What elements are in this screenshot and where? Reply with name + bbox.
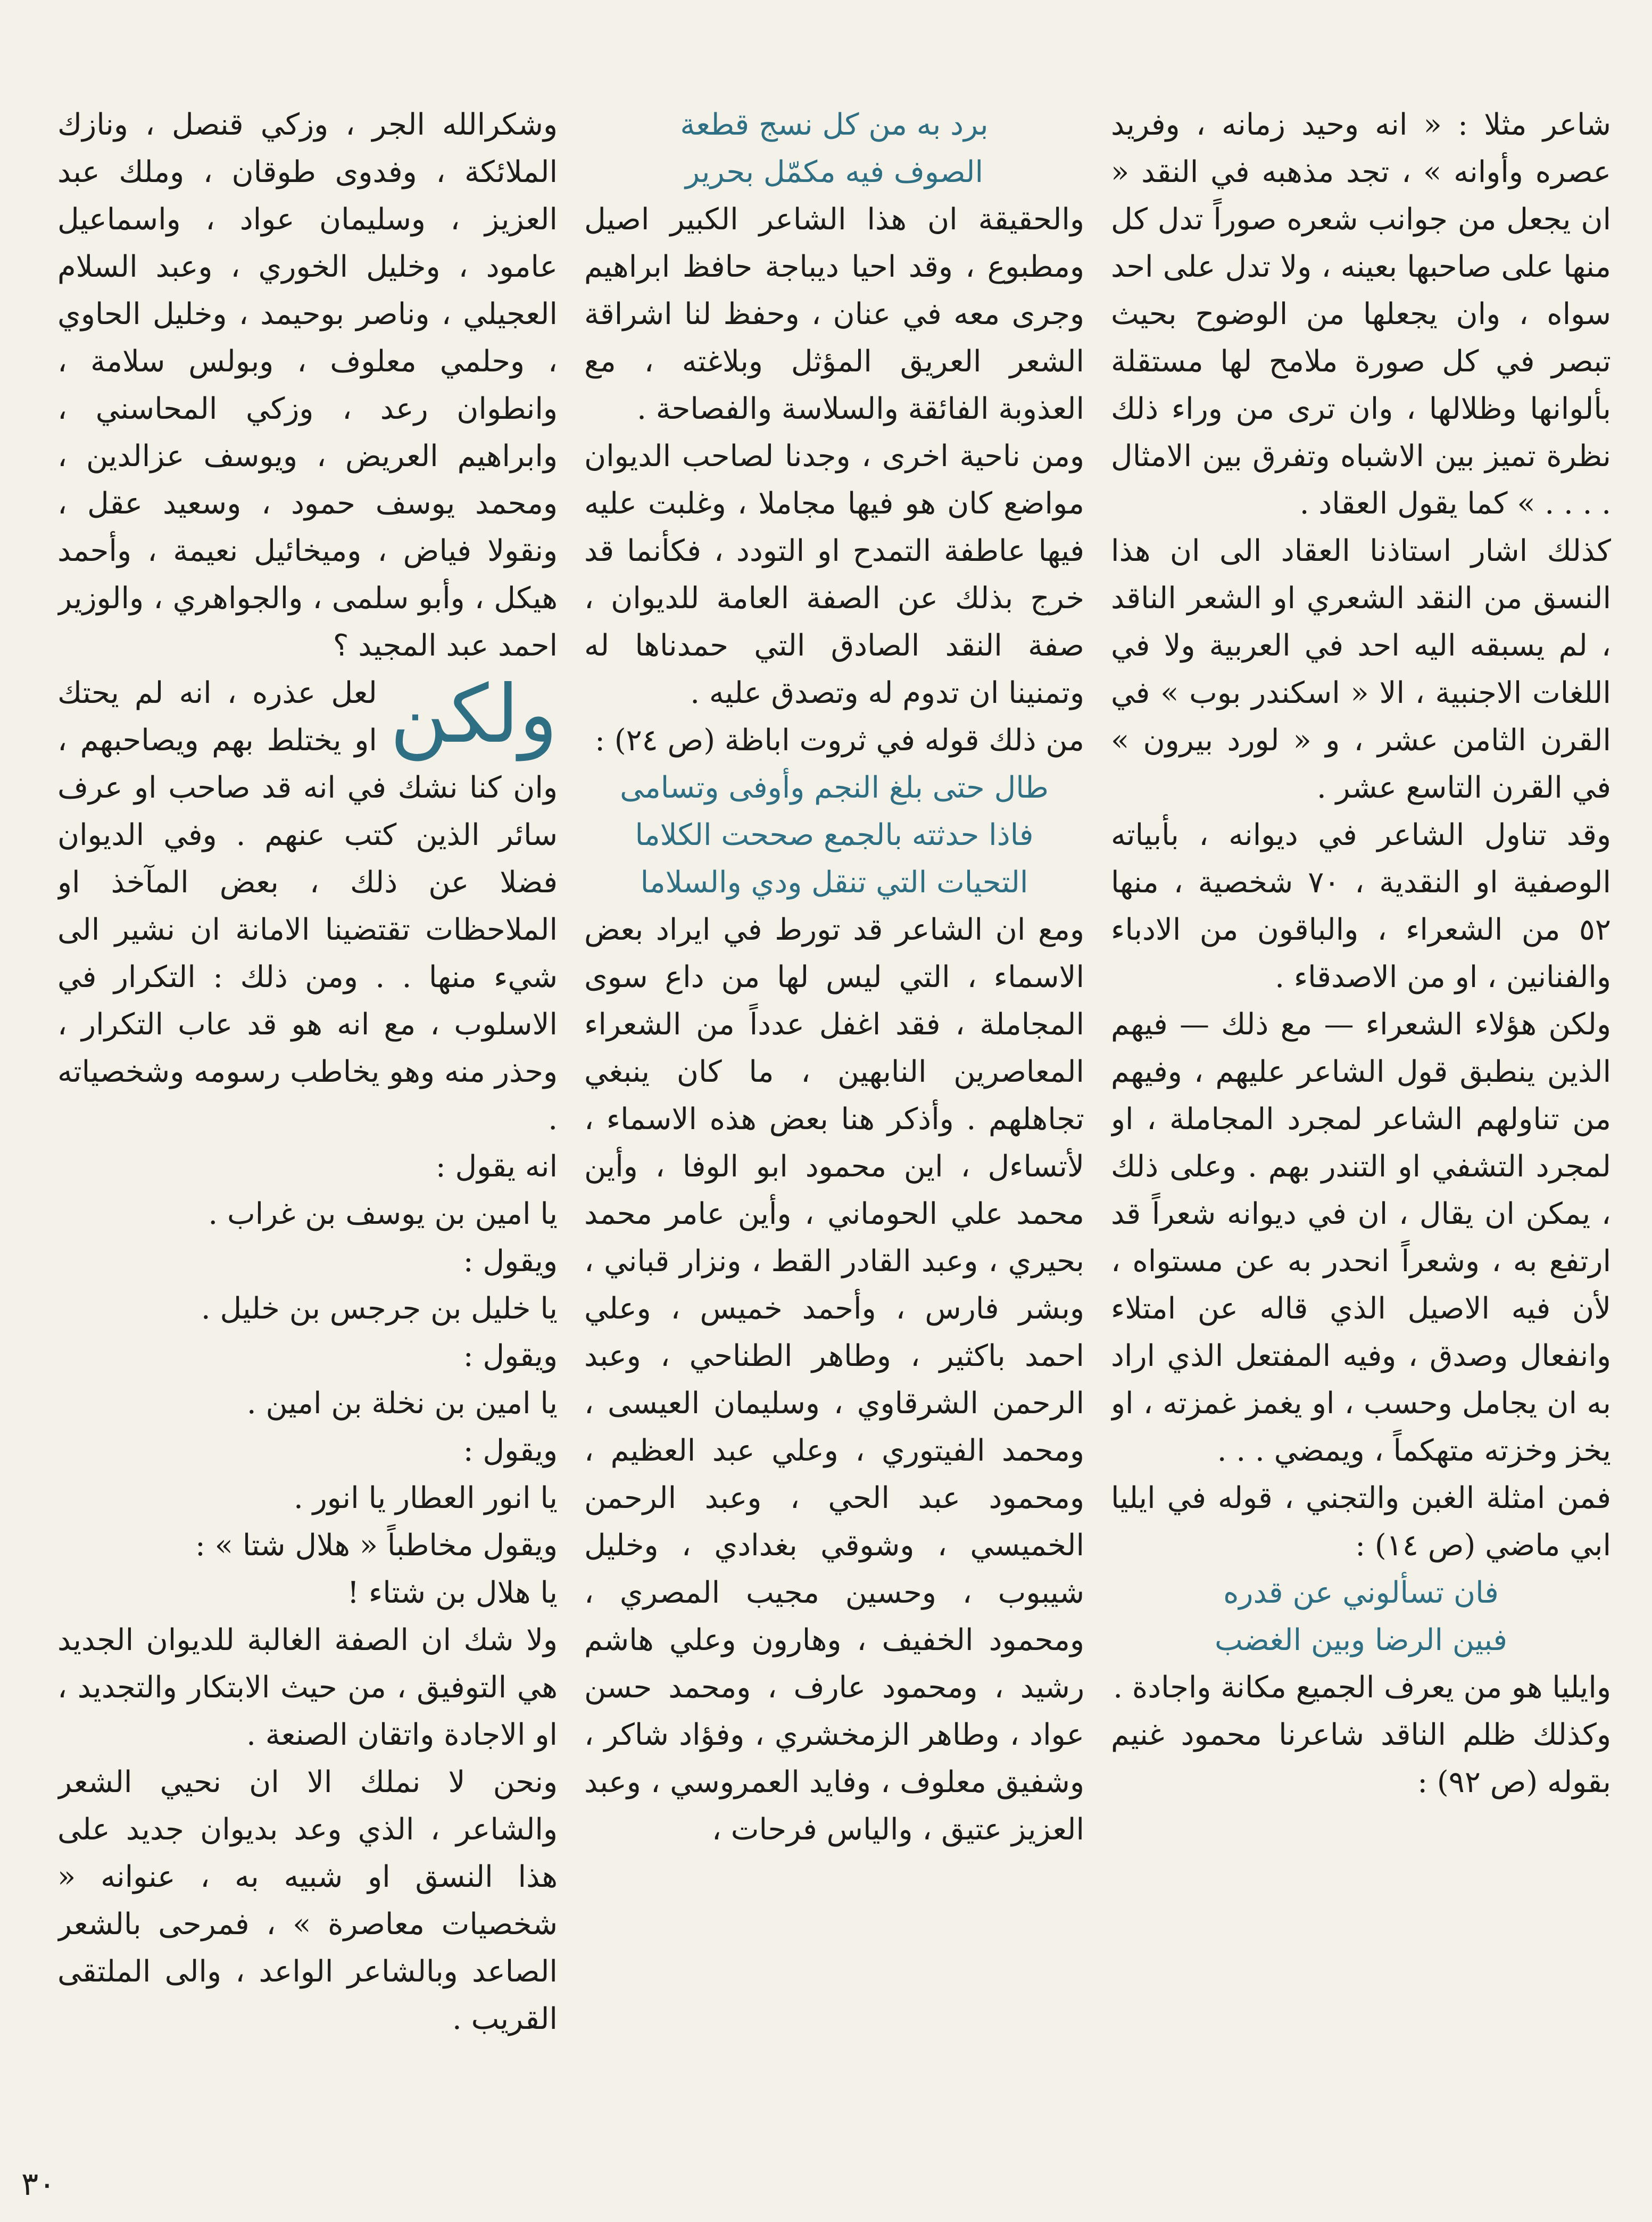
quoted-line: يا خليل بن جرجس بن خليل . xyxy=(201,1291,558,1326)
verse-line: فبين الرضا وبين الغضب xyxy=(1214,1623,1508,1657)
paragraph: ويقول : xyxy=(463,1244,558,1279)
text-column-right xyxy=(1111,101,1611,2155)
paragraph: ولا شك ان الصفة الغالبة للديوان الجديد هي التوفيق ، من حيث الابتكار والتجديد ، او الاجادة واتقان الصنعة . xyxy=(57,1623,558,1752)
paragraph: وشكرالله الجر ، وزكي قنصل ، ونازك الملائكة ، وفدوى طوقان ، وملك عبد العزيز ، وسليمان عواد ، واسماعيل عامود ، وخليل الخوري ، وعبد السلام العجيلي ، وناصر بوحيمد ، وخليل الحاوي ، وحلمي معلوف ، وبولس سلامة ، وانطوان رعد ، وزكي المحاسني ، وابراهيم العريض ، ويوسف عزالدين ، ومحمد يوسف حمود ، وسعيد عقل ، ونقولا فياض ، وميخائيل نعيمة ، وأحمد هيكل ، وأبو سلمى ، والجواهري ، والوزير احمد عبد المجيد ؟ xyxy=(57,107,558,663)
paragraph: فمن امثلة الغبن والتجني ، قوله في ايليا ابي ماضي (ص ١٤) : xyxy=(1111,1481,1611,1563)
paragraph: وايليا هو من يعرف الجميع مكانة واجادة . xyxy=(1113,1670,1611,1705)
paragraph: ومع ان الشاعر قد تورط في ايراد بعض الاسماء ، التي ليس لها من داع سوى المجاملة ، فقد اغفل عدداً من الشعراء المعاصرين النابهين ، ما كان ينبغي تجاهلهم . وأذكر هنا بعض هذه الاسماء ، لأتساءل ، اين محمود ابو الوفا ، وأين محمد علي الحوماني ، وأين عامر محمد بحيري ، وعبد القادر القط ، ونزار قباني ، وبشر فارس ، وأحمد خميس ، وعلي احمد باكثير ، وطاهر الطناحي ، وعبد الرحمن الشرقاوي ، وسليمان العيسى ، ومحمد الفيتوري ، وعلي عبد العظيم ، ومحمود عبد الحي ، وعبد الرحمن الخميسي ، وشوقي بغدادي ، وخليل شيبوب ، وحسين مجيب المصري ، ومحمود الخفيف ، وهارون وعلي هاشم رشيد ، ومحمود عارف ، ومحمد حسن عواد ، وطاهر الزمخشري ، وفؤاد شاكر ، وشفيق معلوف ، وفايد العمروسي ، وعبد العزيز عتيق ، والياس فرحات ، xyxy=(584,913,1084,1847)
paragraph: ويقول : xyxy=(463,1433,558,1468)
paragraph: والحقيقة ان هذا الشاعر الكبير اصيل ومطبوع ، وقد احيا ديباجة حافظ ابراهيم وجرى معه في عنان ، وحفظ لنا اشراقة الشعر العريق المؤثل وبلاغته ، مع العذوبة الفائقة والسلاسة والفصاحة . xyxy=(584,202,1084,426)
verse-line: برد به من كل نسج قطعة xyxy=(680,107,989,142)
paragraph: ويقول : xyxy=(463,1339,558,1373)
paragraph: لعل عذره ، انه لم يحتك او يختلط بهم ويصاحبهم ، وان كنا نشك في انه قد صاحب او عرف سائر الذين كتب عنهم . وفي الديوان فضلا عن ذلك ، بعض المآخذ او الملاحظات تقتضينا الامانة ان نشير الى شيء منها . . ومن ذلك : التكرار في الاسلوب ، مع انه هو قد عاب التكرار ، وحذر منه وهو يخاطب رسومه وشخصياته . xyxy=(57,676,558,1137)
verse-line: التحيات التي تنقل ودي والسلاما xyxy=(640,865,1028,900)
quoted-line: يا امين بن يوسف بن غراب . xyxy=(208,1197,558,1231)
page-number: ٣٠ xyxy=(21,2166,56,2203)
paragraph: وكذلك ظلم الناقد شاعرنا محمود غنيم بقوله (ص ٩٢) : xyxy=(1111,1718,1611,1800)
verse-line: الصوف فيه مكمّل بحرير xyxy=(685,155,984,189)
paragraph: ونحن لا نملك الا ان نحيي الشعر والشاعر ، الذي وعد بديوان جديد على هذا النسق او شبيه به ، عنوانه « شخصيات معاصرة » ، فمرحى بالشعر الصاعد وبالشاعر الواعد ، والى الملتقى القريب . xyxy=(57,1765,558,2036)
verse-quote xyxy=(1111,1569,1611,1664)
paragraph: كذلك اشار استاذنا العقاد الى ان هذا النسق من النقد الشعري او الشعر الناقد ، لم يسبقه اليه احد في العربية ولا في اللغات الاجنبية ، الا « اسكندر بوب » في القرن الثامن عشر ، و « لورد بيرون » في القرن التاسع عشر . xyxy=(1111,534,1611,805)
verse-quote xyxy=(584,101,1084,196)
verse-line: فان تسألوني عن قدره xyxy=(1223,1576,1499,1610)
text-column-middle xyxy=(584,101,1084,2155)
paragraph: من ذلك قوله في ثروت اباظة (ص ٢٤) : xyxy=(595,723,1084,758)
text-column-left xyxy=(57,101,558,2155)
paragraph: انه يقول : xyxy=(435,1149,558,1184)
verse-line: طال حتى بلغ النجم وأوفى وتسامى xyxy=(620,770,1049,805)
verse-quote xyxy=(584,764,1084,906)
paragraph: ولكن هؤلاء الشعراء — مع ذلك — فيهم الذين ينطبق قول الشاعر عليهم ، وفيهم من تناولهم الشاعر لمجرد المجاملة ، او لمجرد التشفي او التندر بهم . وعلى ذلك ، يمكن ان يقال ، ان في ديوانه شعراً قد ارتفع به ، وشعراً انحدر به عن مستواه ، لأن فيه الاصيل الذي قاله عن امتلاء وانفعال وصدق ، وفيه المفتعل الذي اراد به ان يجامل وحسب ، او يغمز غمزته ، او يخز وخزته متهكماً ، ويمضي . . . xyxy=(1111,1007,1611,1468)
paragraph: شاعر مثلا : « انه وحيد زمانه ، وفريد عصره وأوانه » ، تجد مذهبه في النقد « ان يجعل من جوانب شعره صوراً تدل كل منها على صاحبها بعينه ، ولا تدل على احد سواه ، وان يجعلها من الوضوح بحيث تبصر في كل صورة ملامح لها مستقلة بألوانها وظلالها ، وان ترى من وراء ذلك نظرة تميز بين الاشباه وتفرق بين الامثال . . . . » كما يقول العقاد . xyxy=(1111,107,1611,521)
quoted-line: يا انور العطار يا انور . xyxy=(293,1481,558,1515)
paragraph: وقد تناول الشاعر في ديوانه ، بأبياته الوصفية او النقدية ، ٧٠ شخصية ، منها ٥٢ من الشعراء ، والباقون من الادباء والفنانين ، او من الاصدقاء . xyxy=(1111,818,1611,994)
quoted-line: يا امين بن نخلة بن امين . xyxy=(246,1386,558,1421)
paragraph: ومن ناحية اخرى ، وجدنا لصاحب الديوان مواضع كان هو فيها مجاملا ، وغلبت عليه فيها عاطفة التمدح او التودد ، فكأنما قد خرج بذلك عن الصفة العامة للديوان ، صفة النقد الصادق التي حمدناها له وتمنينا ان تدوم له وتصدق عليه . xyxy=(584,439,1084,710)
decorative-word-ornament: ولكن xyxy=(389,668,558,761)
verse-line: فاذا حدثته بالجمع صححت الكلاما xyxy=(635,818,1034,852)
paragraph: ويقول مخاطباً « هلال شتا » : xyxy=(195,1528,558,1563)
quoted-line: يا هلال بن شتاء ! xyxy=(347,1576,558,1610)
